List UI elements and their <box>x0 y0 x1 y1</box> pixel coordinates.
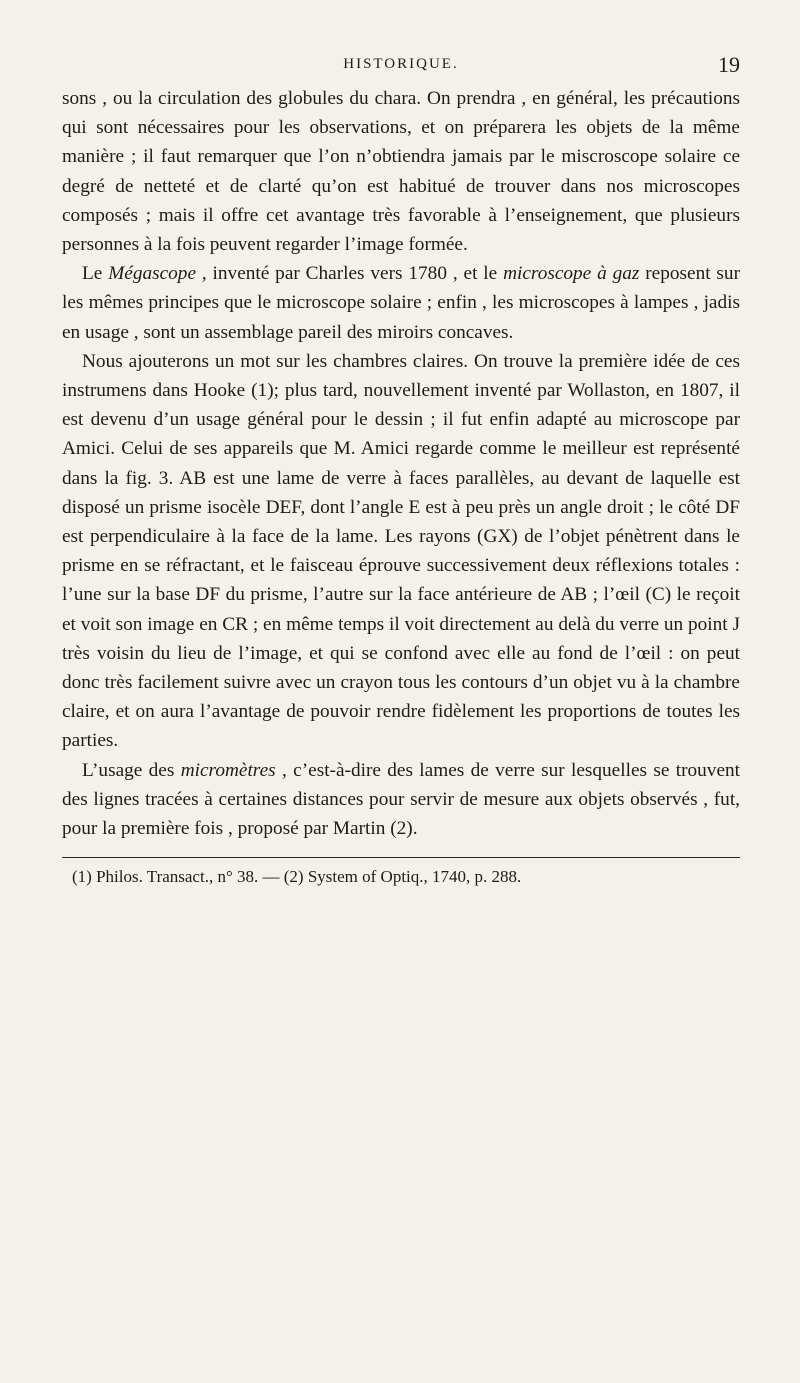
paragraph-2 <box>62 259 740 347</box>
paragraph-4 <box>62 756 740 844</box>
term-microscope-gaz: microscope à gaz <box>503 263 640 285</box>
paragraph-2-lead: Le <box>82 263 109 285</box>
paragraph-4-lead: L’usage des <box>82 759 181 781</box>
paragraph-3 <box>62 347 740 756</box>
paragraph-1 <box>62 84 740 259</box>
running-head <box>62 52 740 78</box>
body-text <box>62 84 740 843</box>
footnote-rule <box>62 857 740 858</box>
term-micrometres: micromètres <box>180 759 276 781</box>
paragraph-1-text: sons , ou la circulation des globules du chara. On prendra , en général, les précautions qui sont nécessaires pour les observations, et on préparera les objets de la même manière ; il faut remarquer que l’on n’obtiendra jamais par le miscroscope solaire ce degré de netteté et de clarté qu’on est habitué de trouver dans nos microscopes composés ; mais il offre cet avantage très favorable à l’enseignement, que plusieurs personnes à la fois peuvent regarder l’image formée. <box>62 88 740 256</box>
footnotes: (1) Philos. Transact., n° 38. — (2) System of Optiq., 1740, p. 288. <box>72 867 522 887</box>
paragraph-2-mid: , inventé par Charles vers 1780 , et le <box>196 263 504 285</box>
page-number: 19 <box>718 52 740 77</box>
paragraph-3-text: Nous ajouterons un mot sur les chambres claires. On trouve la première idée de ces instrumens dans Hooke (1); plus tard, nouvellement inventé par Wollaston, en 1807, il est devenu d’un usage général pour le dessin ; il fut enfin adapté au microscope par Amici. Celui de ses appareils que M. Amici regarde comme le meilleur est représenté dans la fig. 3. AB est une lame de verre à faces parallèles, au devant de laquelle est disposé un prisme isocèle DEF, dont l’angle E est à peu près un angle droit ; le côté DF est perpendiculaire à la face de la lame. Les rayons (GX) de l’objet pénètrent dans le prisme en se réfractant, et le faisceau éprouve successivement deux réflexions totales : l’une sur la base DF du prisme, l’autre sur la face antérieure de AB ; l’œil (C) le reçoit et voit son image en CR ; en même temps il voit directement au delà du verre un point J très voisin du lieu de l’image, et qui se confond avec elle au fond de l’œil : on peut donc très facilement suivre avec un crayon tous les contours d’un objet vu à la chambre claire, et on aura l’avantage de pouvoir rendre fidèlement les proportions de toutes les parties. <box>62 350 740 752</box>
paragraph-4-rest: , c’est-à-dire des lames de verre sur lesquelles se trouvent des lignes tracées à certaines distances pour servir de mesure aux objets observés , fut, pour la première fois , proposé par Martin (2). <box>62 759 740 840</box>
term-megascope: Mégascope <box>108 263 197 285</box>
book-page <box>62 52 740 888</box>
paragraph-2-rest: reposent sur les mêmes principes que le microscope solaire ; enfin , les microscopes à lampes , jadis en usage , sont un assemblage pareil des miroirs concaves. <box>62 263 740 343</box>
running-title: HISTORIQUE. <box>343 56 459 72</box>
